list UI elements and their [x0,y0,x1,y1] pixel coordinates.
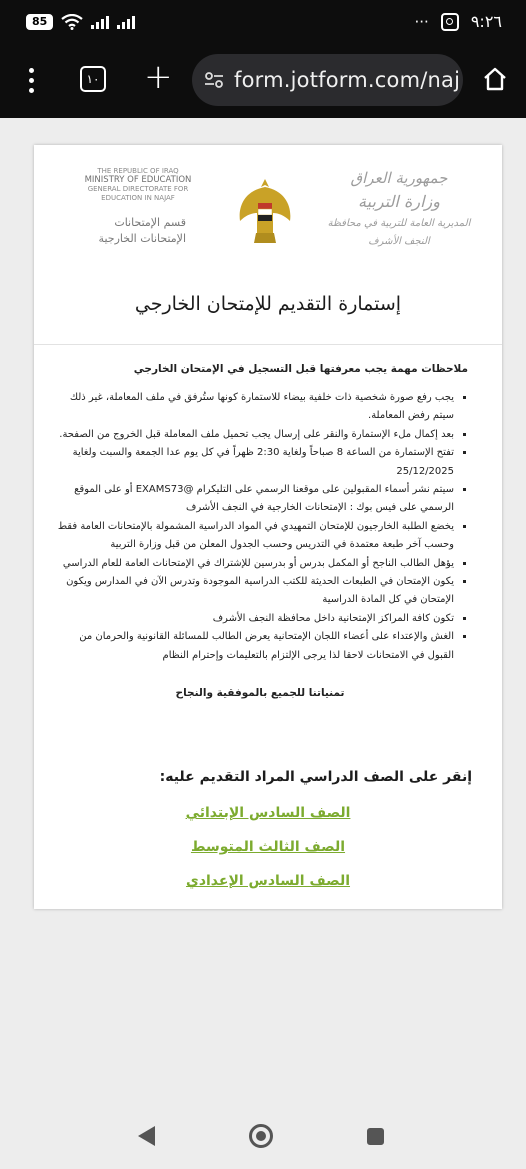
notes-section [52,363,468,699]
ministry-en-line: GENERAL DIRECTORATE FOR [87,185,189,193]
new-tab-plus-icon[interactable]: + [144,57,173,97]
tabs-button[interactable]: ١٠ [80,66,106,92]
note-item: ▪ سيتم نشر أسماء المقبولين على موقعنا الرسمي على التليكرام @EXAMS73 أو على الموقع الرسمي على فيس بوك : الإمتحانات الخارجية في النجف الأشرف [52,481,454,518]
calligraphy-line: المديرية العامة للتربية في محافظة النجف الأشرف [327,218,471,247]
ministry-ar-line: قسم الإمتحانات [114,216,186,229]
note-item: ▪ يؤهل الطالب الناجح أو المكمل بدرس أو بدرسين للإشتراك في الإمتحانات العامة للعام الدراسي [52,555,454,573]
calligraphy-line: جمهورية العراق [350,169,448,187]
divider [34,344,502,345]
note-item: ▪ تكون كافة المراكز الإمتحانية داخل محافظة النجف الأشرف [52,610,454,628]
grade-link-third-intermediate[interactable]: الصف الثالث المتوسط [190,839,346,855]
ministry-en-line: THE REPUBLIC OF IRAQ [97,167,179,175]
wifi-icon [61,14,83,30]
back-icon[interactable] [138,1126,155,1146]
ministry-english-text [82,167,194,203]
battery-indicator: 85 [26,14,53,30]
signal-strength-icon-2 [117,15,135,29]
iraq-eagle-emblem-icon [236,175,294,247]
address-bar[interactable] [192,54,463,106]
note-item: ▪ يخضع الطلبة الخارجيون للإمتحان التمهيدي في المواد الدراسية المشمولة بالإمتحانات العامة فقط وحسب آخر طبعة معتمدة في التدريس وحسب الجدول المعلن من قبل وزارة التربية [52,518,454,555]
home-icon[interactable] [482,66,508,92]
status-bar [0,0,526,46]
note-item: ▪ بعد إكمال ملء الإستمارة والنقر على إرسال يجب تحميل ملف المعاملة قبل الخروج من الصفحة. [52,426,454,444]
form-title: إستمارة التقديم للإمتحان الخارجي [134,293,402,315]
note-item: ▪ الغش والإعتداء على أعضاء اللجان الإمتحانية يعرض الطالب للمسائلة القانونية والحرمان من القبول في الامتحانات لاحقا لذا يرجى الإلتزام بالتعليمات وإحترام النظام [52,628,454,665]
more-notifications-icon: ··· [414,12,429,31]
site-settings-icon[interactable] [204,70,224,90]
notes-heading: ملاحظات مهمة يجب معرفتها قبل التسجيل في الإمتحان الخارجي [133,363,468,375]
browser-toolbar [0,46,526,118]
signal-strength-icon [91,15,109,29]
ministry-en-line: MINISTRY OF EDUCATION [84,175,192,185]
notes-list [52,389,468,665]
url-text[interactable]: form.jotform.com/naj [234,68,461,92]
ministry-arabic-text [86,215,186,247]
note-item: ▪ يجب رفع صورة شخصية ذات خلفية بيضاء للاستمارة كونها ستُرفق في ملف المعاملة، غير ذلك سيتم رفض المعاملة. [52,389,454,426]
instagram-icon [441,13,459,31]
calligraphy-line: وزارة التربية [358,192,440,211]
ministry-ar-line: الإمتحانات الخارجية [98,232,186,245]
iraq-calligraphy-logo [324,167,474,249]
status-left [26,14,135,30]
grade-link-sixth-preparatory[interactable]: الصف السادس الإعدادي [185,873,351,889]
note-item: ▪ تفتح الإستمارة من الساعة 8 صباحاً ولغاية 2:30 ظهراً في كل يوم عدا الجمعة والسبت ولغاية 25/12/2025 [52,444,454,481]
status-right [415,12,502,31]
system-navigation-bar [0,1100,526,1169]
home-circle-icon[interactable] [249,1124,273,1148]
grade-link-sixth-primary[interactable]: الصف السادس الإبتدائي [185,805,351,821]
choose-grade-prompt: إنقر على الصف الدراسي المراد التقديم عليه: [159,769,472,785]
menu-dots-icon[interactable] [28,68,36,96]
recent-apps-icon[interactable] [367,1128,384,1145]
note-item: ▪ يكون الإمتحان في الطبعات الحديثة للكتب الدراسية الموجودة وتدرس الآن في المدارس ويكون الإمتحان في كل المادة الدراسية [52,573,454,610]
form-card [34,145,502,909]
header-logos [34,145,502,265]
ministry-en-line: EDUCATION IN NAJAF [101,194,175,202]
closing-message: تمنياتنا للجميع بالموفقية والنجاح [175,687,345,700]
clock: ٩:٢٦ [470,12,502,31]
